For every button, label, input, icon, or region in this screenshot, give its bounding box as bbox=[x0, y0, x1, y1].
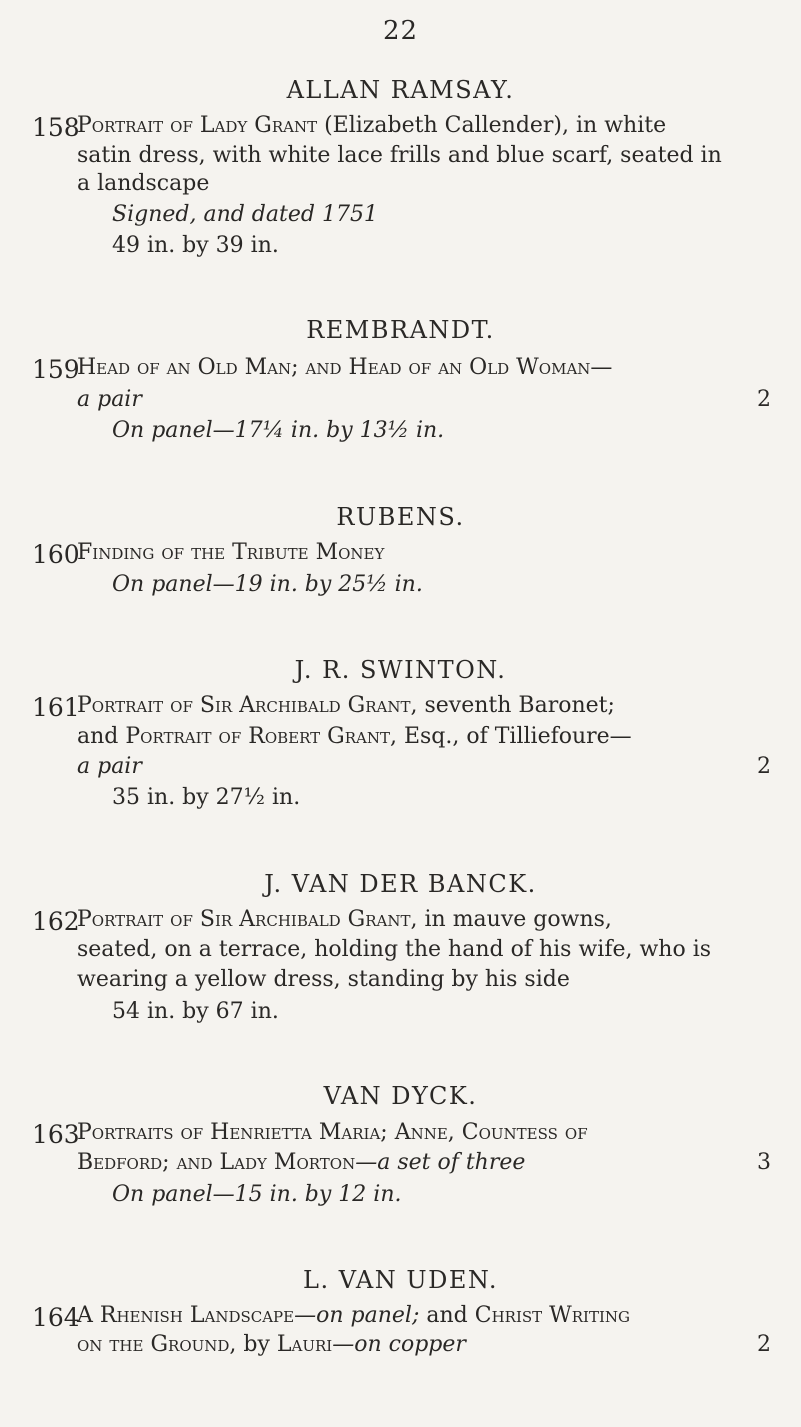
lot-quantity: 3 bbox=[757, 1150, 771, 1175]
artist-name: ALLAN RAMSAY. bbox=[286, 76, 515, 104]
lot-size: 54 in. by 67 in. bbox=[112, 999, 279, 1024]
lot-size: 35 in. by 27½ in. bbox=[112, 785, 301, 810]
lot-quantity: 2 bbox=[757, 754, 771, 779]
lot-description: seated, on a terrace, holding the hand of his wife, who is bbox=[77, 937, 712, 962]
lot-description: a landscape bbox=[77, 171, 210, 196]
lot-number: 158 bbox=[32, 113, 80, 142]
lot-title: Finding of the Tribute Money bbox=[77, 540, 385, 565]
artist-name: RUBENS. bbox=[336, 503, 465, 531]
page-number: 22 bbox=[382, 16, 419, 46]
lot-description: and Portrait of Robert Grant, Esq., of Tilliefoure— bbox=[77, 724, 632, 749]
lot-title: Portraits of Henrietta Maria; Anne, Countess of bbox=[77, 1120, 588, 1145]
lot-quantity: 2 bbox=[757, 387, 771, 412]
lot-title: Portrait of Lady Grant (Elizabeth Callender), in white bbox=[77, 113, 667, 138]
lot-title: Portrait of Sir Archibald Grant, seventh Baronet; bbox=[77, 693, 615, 718]
lot-number: 164 bbox=[32, 1303, 80, 1332]
lot-quantity: 2 bbox=[757, 1332, 771, 1357]
lot-size: On panel—19 in. by 25½ in. bbox=[112, 572, 423, 597]
artist-name: J. VAN DER BANCK. bbox=[264, 870, 537, 898]
artist-name: L. VAN UDEN. bbox=[303, 1266, 498, 1294]
lot-number: 161 bbox=[32, 693, 80, 722]
lot-description: a pair bbox=[77, 387, 142, 412]
lot-description: satin dress, with white lace frills and blue scarf, seated in bbox=[77, 143, 722, 168]
lot-size: On panel—17¼ in. by 13½ in. bbox=[112, 418, 445, 443]
lot-number: 163 bbox=[32, 1120, 80, 1149]
lot-size: 49 in. by 39 in. bbox=[112, 233, 279, 258]
lot-number: 160 bbox=[32, 540, 80, 569]
lot-title: Portrait of Sir Archibald Grant, in mauve gowns, bbox=[77, 907, 612, 932]
lot-title: Head of an Old Man; and Head of an Old Woman— bbox=[77, 355, 613, 380]
lot-title: A Rhenish Landscape—on panel; and Christ Writing bbox=[77, 1303, 631, 1328]
lot-number: 159 bbox=[32, 355, 80, 384]
lot-number: 162 bbox=[32, 907, 80, 936]
artist-name: REMBRANDT. bbox=[306, 316, 495, 344]
lot-description: on the Ground, by Lauri—on copper bbox=[77, 1332, 466, 1357]
lot-note: Signed, and dated 1751 bbox=[112, 202, 378, 227]
lot-size: On panel—15 in. by 12 in. bbox=[112, 1182, 402, 1207]
lot-description: Bedford; and Lady Morton—a set of three bbox=[77, 1150, 526, 1175]
lot-description: wearing a yellow dress, standing by his side bbox=[77, 967, 570, 992]
lot-description: a pair bbox=[77, 754, 142, 779]
artist-name: J. R. SWINTON. bbox=[294, 656, 507, 684]
artist-name: VAN DYCK. bbox=[323, 1082, 478, 1110]
